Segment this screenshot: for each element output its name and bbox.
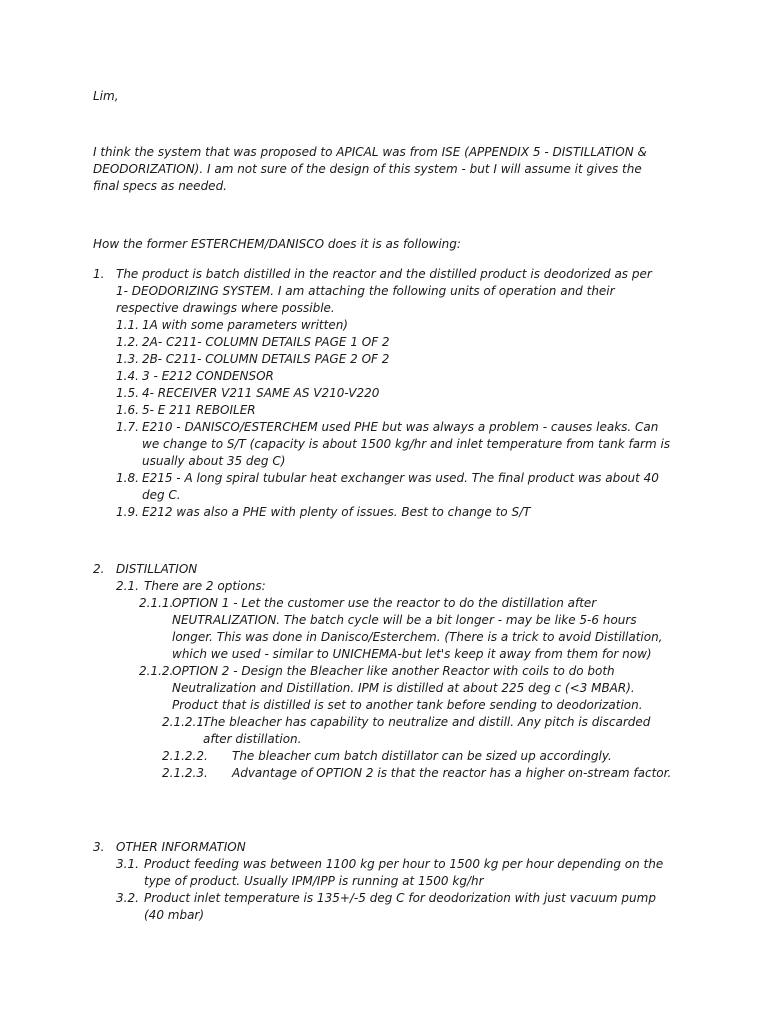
greeting: Lim, <box>93 89 119 103</box>
list-item: 2.1.2.2. The bleacher cum batch distillator can be sized up accordingly. <box>162 749 612 763</box>
list-item: 1.4. 3 - E212 CONDENSOR <box>116 369 274 383</box>
list-item: 1.9. E212 was also a PHE with plenty of issues. Best to change to S/T <box>116 505 531 519</box>
section-3-title: OTHER INFORMATION <box>116 840 246 854</box>
list-item: 1.5. 4- RECEIVER V211 SAME AS V210-V220 <box>116 386 380 400</box>
option-1: 2.1.1. OPTION 1 - Let the customer use the reactor to do the distillation after NEUTRALIZATION. The batch cycle will be a bit longer - may be like 5-6 hours longer. This was done in Danisco/Esterchem. (There is a trick to avoid Distillation, which we used - similar to UNICHEMA-but let's keep it away from them for now) <box>139 596 663 661</box>
list-item: 2.1.2.1. The bleacher has capability to neutralize and distill. Any pitch is discarded after distillation. <box>162 715 651 746</box>
section-3 <box>93 839 663 856</box>
intro-paragraph: I think the system that was proposed to APICAL was from ISE (APPENDIX 5 - DISTILLATION & DEODORIZATION). I am not sure of the design of this system - but I will assume it gives the final specs as needed. <box>93 145 647 193</box>
section-2-title: DISTILLATION <box>116 562 198 576</box>
list-item: 2.1.2.3. Advantage of OPTION 2 is that the reactor has a higher on-stream factor. <box>162 766 672 780</box>
section-1 <box>93 266 663 317</box>
option-2: 2.1.2. OPTION 2 - Design the Bleacher like another Reactor with coils to do both Neutralization and Distillation. IPM is distilled at about 225 deg c (<3 MBAR). Product that is distilled is set to another tank before sending to deodorization. <box>139 664 643 712</box>
section-1-text: The product is batch distilled in the reactor and the distilled product is deodorized as per 1- DEODORIZING SYSTEM. I am attaching the following units of operation and their respective drawings where possible. <box>116 267 652 315</box>
list-item: 3.2. Product inlet temperature is 135+/-5 deg C for deodorization with just vacuum pump (40 mbar) <box>116 891 656 922</box>
list-item: 1.1. 1A with some parameters written) <box>116 318 348 332</box>
section-2 <box>93 561 663 578</box>
list-item: 1.7. E210 - DANISCO/ESTERCHEM used PHE but was always a problem - causes leaks. Can we change to S/T (capacity is about 1500 kg/hr and inlet temperature from tank farm is usually about 35 deg C) <box>116 420 671 468</box>
list-item: 1.3. 2B- C211- COLUMN DETAILS PAGE 2 OF 2 <box>116 352 390 366</box>
section-3-number: 3. <box>93 840 105 854</box>
section-1-number: 1. <box>93 267 105 281</box>
list-item: 2.1. There are 2 options: <box>116 579 266 593</box>
list-item: 3.1. Product feeding was between 1100 kg per hour to 1500 kg per hour depending on the type of product. Usually IPM/IPP is running at 1500 kg/hr <box>116 857 664 888</box>
section-2-number: 2. <box>93 562 105 576</box>
list-item: 1.8. E215 - A long spiral tubular heat exchanger was used. The final product was about 40 deg C. <box>116 471 659 502</box>
list-item: 1.6. 5- E 211 REBOILER <box>116 403 256 417</box>
method-intro: How the former ESTERCHEM/DANISCO does it is as following: <box>93 237 461 251</box>
list-item: 1.2. 2A- C211- COLUMN DETAILS PAGE 1 OF 2 <box>116 335 390 349</box>
